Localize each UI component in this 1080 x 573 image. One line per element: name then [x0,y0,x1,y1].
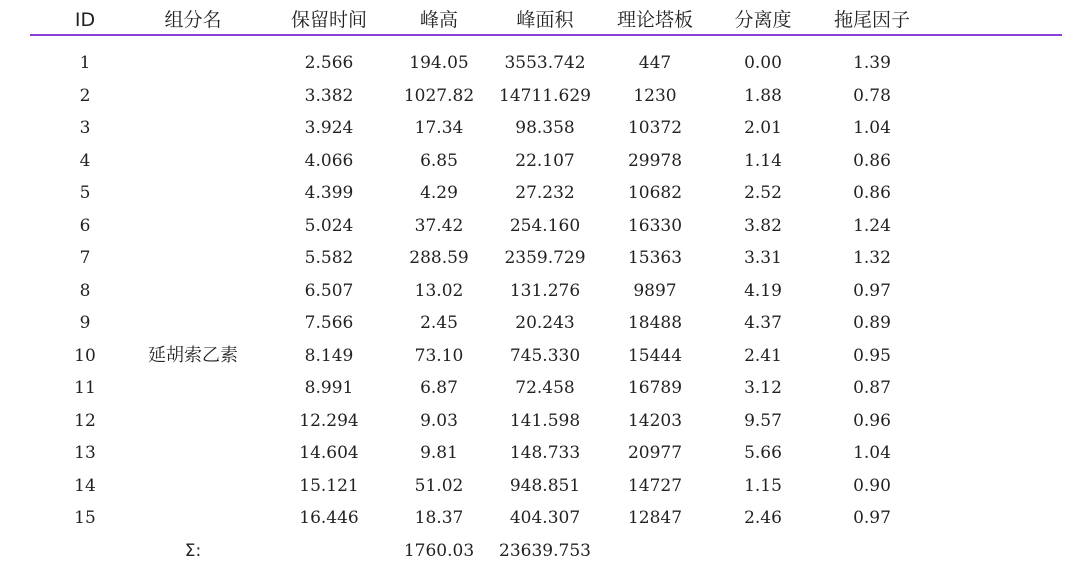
cell-peak-height: 288.59 [409,248,469,268]
cell-theoretical-plates: 18488 [627,313,683,333]
cell-peak-height: 9.03 [420,410,458,431]
cell-tailing-factor: 0.89 [853,313,891,333]
cell-retention-time: 12.294 [299,410,359,431]
header-peak-area: 峰面积 [516,9,574,31]
cell-id: 13 [74,443,96,463]
cell-retention-time: 14.604 [299,443,359,463]
cell-tailing-factor: 1.39 [853,53,891,73]
cell-peak-area: 2359.729 [504,248,586,268]
cell-tailing-factor: 0.96 [853,410,891,431]
cell-peak-area: 745.330 [509,345,581,366]
cell-peak-height: 1027.82 [403,85,475,106]
cell-resolution: 2.01 [744,118,782,138]
cell-peak-height: 2.45 [420,313,458,333]
cell-peak-height: 9.81 [420,443,458,463]
sum-peak-height: 1760.03 [403,540,475,561]
cell-resolution: 2.52 [744,183,782,203]
cell-retention-time: 2.566 [304,53,354,73]
cell-peak-area: 98.358 [515,118,575,138]
cell-tailing-factor: 0.90 [853,475,891,496]
cell-peak-area: 254.160 [509,215,581,236]
cell-resolution: 1.14 [744,150,782,171]
cell-id: 3 [79,118,91,138]
cell-theoretical-plates: 10372 [627,118,683,138]
cell-id: 15 [74,508,96,528]
cell-id: 1 [79,53,91,73]
cell-peak-height: 37.42 [414,215,464,236]
cell-id: 5 [79,183,91,203]
header-id: ID [74,9,96,31]
cell-retention-time: 8.991 [304,378,354,398]
cell-peak-height: 6.85 [420,150,458,171]
cell-retention-time: 8.149 [304,345,354,366]
cell-retention-time: 3.924 [304,118,354,138]
cell-tailing-factor: 1.24 [853,215,891,236]
cell-retention-time: 3.382 [304,85,354,106]
cell-theoretical-plates: 14203 [627,410,683,431]
cell-resolution: 4.19 [744,280,782,301]
cell-resolution: 0.00 [744,53,782,73]
cell-peak-area: 72.458 [515,378,575,398]
cell-resolution: 1.15 [744,475,782,496]
cell-id: 14 [74,475,96,496]
header-component-name: 组分名 [164,9,222,31]
cell-resolution: 3.12 [744,378,782,398]
cell-retention-time: 16.446 [299,508,359,528]
cell-theoretical-plates: 1230 [633,85,677,106]
cell-peak-area: 404.307 [509,508,581,528]
cell-resolution: 3.82 [744,215,782,236]
cell-resolution: 4.37 [744,313,782,333]
cell-tailing-factor: 0.86 [853,150,891,171]
cell-retention-time: 4.066 [304,150,354,171]
cell-retention-time: 5.582 [304,248,354,268]
cell-theoretical-plates: 12847 [627,508,683,528]
sum-peak-area: 23639.753 [499,540,591,561]
cell-tailing-factor: 0.97 [853,280,891,301]
header-peak-height: 峰高 [419,9,458,31]
cell-tailing-factor: 0.86 [853,183,891,203]
cell-retention-time: 15.121 [299,475,359,496]
cell-peak-height: 194.05 [409,53,469,73]
cell-peak-area: 20.243 [515,313,575,333]
cell-peak-area: 27.232 [515,183,575,203]
cell-resolution: 9.57 [744,410,782,431]
cell-theoretical-plates: 14727 [627,475,683,496]
cell-resolution: 2.46 [744,508,782,528]
cell-peak-height: 73.10 [414,345,464,366]
cell-tailing-factor: 0.87 [853,378,891,398]
cell-peak-height: 4.29 [420,183,458,203]
cell-retention-time: 5.024 [304,215,354,236]
cell-tailing-factor: 1.04 [853,118,891,138]
cell-resolution: 5.66 [744,443,782,463]
header-resolution: 分离度 [734,9,792,31]
cell-theoretical-plates: 29978 [627,150,683,171]
cell-peak-height: 17.34 [414,118,464,138]
cell-retention-time: 4.399 [304,183,354,203]
cell-theoretical-plates: 447 [638,53,672,73]
cell-resolution: 3.31 [744,248,782,268]
cell-tailing-factor: 0.97 [853,508,891,528]
cell-tailing-factor: 0.95 [853,345,891,366]
header-retention-time: 保留时间 [290,9,367,31]
cell-theoretical-plates: 16789 [627,378,683,398]
header-divider [30,34,1062,36]
cell-retention-time: 6.507 [304,280,354,301]
cell-resolution: 2.41 [744,345,782,366]
cell-id: 4 [79,150,91,171]
cell-theoretical-plates: 16330 [627,215,683,236]
cell-theoretical-plates: 15444 [627,345,683,366]
cell-resolution: 1.88 [744,85,782,106]
cell-peak-height: 51.02 [414,475,464,496]
cell-id: 6 [79,215,91,236]
cell-peak-area: 3553.742 [504,53,586,73]
cell-peak-height: 13.02 [414,280,464,301]
cell-tailing-factor: 0.78 [853,85,891,106]
cell-peak-area: 148.733 [509,443,581,463]
cell-peak-area: 948.851 [509,475,581,496]
cell-theoretical-plates: 9897 [633,280,677,301]
cell-theoretical-plates: 10682 [627,183,683,203]
cell-component-name: 延胡索乙素 [148,344,238,366]
cell-tailing-factor: 1.04 [853,443,891,463]
cell-id: 7 [79,248,91,268]
cell-id: 2 [79,85,91,106]
cell-id: 8 [79,280,91,301]
header-tailing-factor: 拖尾因子 [833,9,910,31]
cell-peak-height: 6.87 [420,378,458,398]
cell-id: 9 [79,313,91,333]
cell-peak-area: 141.598 [509,410,581,431]
header-theoretical-plates: 理论塔板 [616,9,693,31]
cell-tailing-factor: 1.32 [853,248,891,268]
cell-peak-area: 22.107 [515,150,575,171]
sum-label: Σ: [184,540,202,561]
cell-peak-area: 14711.629 [499,85,591,106]
cell-id: 11 [74,378,96,398]
cell-retention-time: 7.566 [304,313,354,333]
cell-id: 10 [74,345,96,366]
cell-peak-height: 18.37 [414,508,464,528]
cell-theoretical-plates: 15363 [627,248,683,268]
cell-id: 12 [74,410,96,431]
cell-peak-area: 131.276 [509,280,581,301]
cell-theoretical-plates: 20977 [627,443,683,463]
